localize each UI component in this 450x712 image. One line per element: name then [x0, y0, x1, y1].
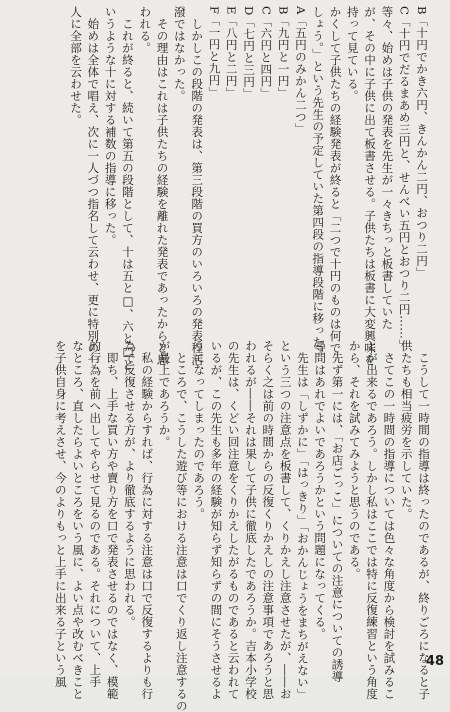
page-number: 48 — [425, 654, 444, 669]
text-line: から、それを試みてみようと思うのである。 — [347, 340, 362, 580]
text-line: さてこの一時間の指導については色々な角度から検討を試みるこ — [382, 340, 397, 700]
text-line: しかしこの段階の発表は、第三段階の買方のいろいろの発表程活 — [190, 6, 205, 366]
text-line: われる。 — [138, 6, 153, 54]
text-line: 先ず第一には、「お店ごっこ」についての注意についての誘導 — [330, 340, 345, 683]
upper-text-block — [67, 6, 430, 371]
text-line: C「十円でだるまあめ三円と、せんべい五円とおつり二円……」 — [397, 6, 412, 352]
text-line: E「八円と二円」 — [224, 6, 239, 99]
text-line: これが終ると、続いて第五の段階として、十は五と□、六と□と — [120, 6, 135, 371]
text-line: うになってしまったのであろう。 — [192, 340, 207, 520]
text-line: C「六円と四円」 — [259, 6, 274, 100]
text-line: 為で反復させる方が、より徹底するように思われる。 — [122, 340, 137, 628]
text-line: われるが――それは果して子供に徹底したであろうか。吉本小学校 — [244, 340, 259, 700]
text-line: が最上であろうか。 — [157, 340, 172, 448]
text-line: A「五円のみかん二つ」 — [293, 6, 308, 135]
text-line: ところで、こうした遊び等における注意は口でくり返し注意するの — [174, 340, 189, 712]
text-line: D「七円と三円」 — [242, 6, 257, 100]
text-line: 供たちも相当疲労を示していた。 — [399, 340, 414, 520]
text-line: が、その中に子供に出て板書させる。子供たちは板書に大変興味を — [363, 6, 378, 366]
text-line: 始めは全体で唱え、次に一人づつ指名して云わせ、更に特別の一 — [86, 6, 101, 366]
text-line: いるが、この先生も多年の経験が知らず知らずの間にそうさせるよ — [209, 340, 224, 700]
text-line: B「十円でかき六円、きんかん二円、おつり二円」 — [415, 6, 429, 279]
text-line: 先生は「しずかに」「はっきり」「おかんじょうをまちがえない」 — [295, 340, 310, 701]
text-line: 私の経験からすれば、行為に対する注意は口で反復するよりも行 — [140, 340, 155, 700]
text-line: 等々、始めは子供の発表を先生が一々きちっと板書していた — [380, 6, 395, 330]
text-line: しょう。」という先生の予定していた第四段の指導段階に移った。 — [311, 6, 326, 361]
text-line: なところ、直したらよいところをいう風に、よい点や改むべきこと — [71, 340, 86, 700]
text-line: B「九円と一円」 — [276, 6, 291, 99]
text-line: 持って見ている。 — [345, 6, 360, 102]
text-line: かくして子供たちの経験発表が終ると「二つで十円のものは何で — [328, 6, 343, 354]
text-line: とが出来るであろう。しかし私はここでは特に反復練習という角度 — [365, 340, 380, 700]
text-line: こうして一時間の指導は終ったのであるが、終りごろになると子 — [417, 340, 431, 700]
text-line: 尋問はあれでよいであろうかという問題になってくる。 — [313, 340, 328, 640]
lower-text-block — [51, 340, 432, 712]
text-line: 人に全部を云わせた。 — [69, 6, 84, 126]
text-line: を子供自身に考えさせ、今のよりもっと上手に出来る子という風 — [53, 340, 68, 688]
text-line: 潑ではなかった。 — [172, 6, 187, 102]
text-line: という三つの注意点を板書して、くりかえし注意させたが、――お — [278, 340, 293, 700]
text-line: いうような十に対する補数の指導に移った。 — [103, 6, 118, 246]
text-line: そらく之は前の時間からの反復くりかえしの注意事項であろうと思 — [261, 340, 276, 700]
text-line: F「一円と九円」 — [207, 6, 222, 99]
text-line: 的行為を前へ出してやらせて見るのである。それについて、上手 — [88, 340, 103, 688]
text-line: の先生は、くどい回注意をくりかえしたがるものであると云われて — [226, 340, 241, 700]
text-line: その理由はこれは子供たちの経験を離れた発表であったからと思 — [155, 6, 170, 366]
text-line: 即ち、上手な買い方や賣り方を口で発表させるのではなく、模範 — [105, 340, 120, 700]
